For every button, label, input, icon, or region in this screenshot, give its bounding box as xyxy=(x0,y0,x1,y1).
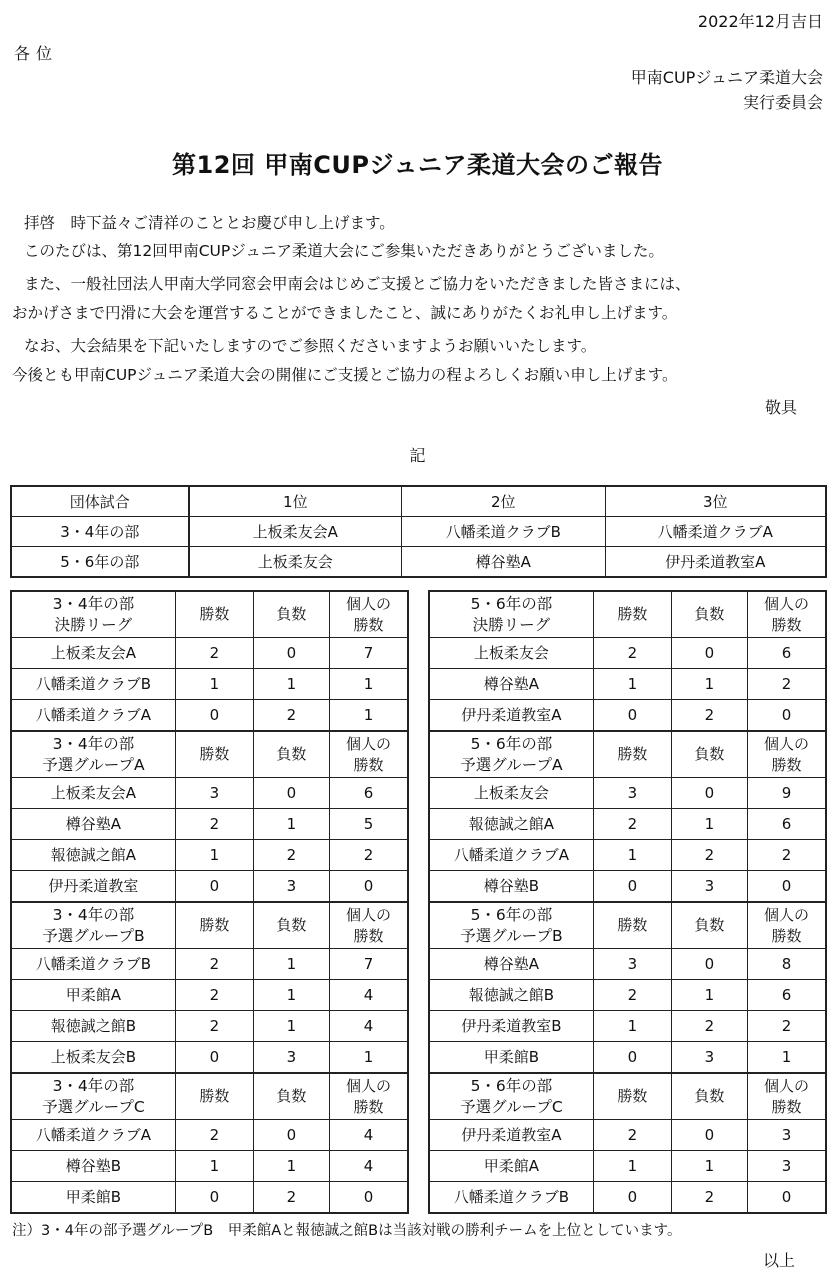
losses-header: 負数 xyxy=(671,731,747,778)
score-cell: 3 xyxy=(253,871,329,903)
individual-wins-label-1: 個人の xyxy=(345,734,391,753)
wins-header: 勝数 xyxy=(175,902,253,949)
score-cell: 0 xyxy=(747,1182,826,1214)
score-cell: 0 xyxy=(253,1120,329,1151)
score-cell: 2 xyxy=(593,638,671,669)
table-cell: 3・4年の部 xyxy=(11,517,189,547)
table-row xyxy=(429,1120,826,1151)
score-cell: 0 xyxy=(175,871,253,903)
group-grade: 3・4年の部 xyxy=(52,1076,135,1095)
closing-ijou: 以上 xyxy=(762,1251,795,1270)
individual-wins-header xyxy=(329,731,408,778)
score-cell: 1 xyxy=(329,1042,408,1074)
score-cell: 3 xyxy=(747,1151,826,1182)
team-name-cell: 上板柔友会B xyxy=(11,1042,175,1074)
score-cell: 1 xyxy=(593,1011,671,1042)
team-name-cell: 八幡柔道クラブB xyxy=(11,669,175,700)
group-name-cell xyxy=(11,731,175,778)
team-name-cell: 樽谷塾A xyxy=(429,949,593,980)
individual-wins-label-2: 勝数 xyxy=(353,615,384,634)
group-grade: 5・6年の部 xyxy=(470,734,553,753)
score-cell: 7 xyxy=(329,638,408,669)
score-cell: 1 xyxy=(175,1151,253,1182)
score-cell: 1 xyxy=(329,700,408,732)
team-name-cell: 甲柔館A xyxy=(429,1151,593,1182)
score-cell: 1 xyxy=(175,669,253,700)
section-header-row xyxy=(11,591,408,638)
group-stage: 予選グループC xyxy=(460,1097,563,1116)
table-row xyxy=(429,1182,826,1214)
score-cell: 2 xyxy=(593,809,671,840)
table-cell: 上板柔友会A xyxy=(189,517,402,547)
score-cell: 0 xyxy=(671,1120,747,1151)
losses-header: 負数 xyxy=(253,1073,329,1120)
group-stage: 予選グループC xyxy=(42,1097,145,1116)
table-cell: 伊丹柔道教室A xyxy=(605,547,826,578)
individual-wins-header xyxy=(329,1073,408,1120)
table-header-cell: 3位 xyxy=(605,486,826,517)
individual-wins-label-1: 個人の xyxy=(763,1076,809,1095)
wins-header: 勝数 xyxy=(593,731,671,778)
table-row xyxy=(11,517,826,547)
score-cell: 2 xyxy=(175,638,253,669)
score-cell: 2 xyxy=(329,840,408,871)
score-cell: 0 xyxy=(671,778,747,809)
document-date: 2022年12月吉日 xyxy=(697,12,823,31)
score-cell: 1 xyxy=(671,669,747,700)
score-cell: 1 xyxy=(175,840,253,871)
group-stage: 決勝リーグ xyxy=(472,615,551,634)
score-cell: 1 xyxy=(747,1042,826,1074)
table-row xyxy=(429,949,826,980)
score-cell: 1 xyxy=(253,669,329,700)
individual-wins-label-2: 勝数 xyxy=(353,926,384,945)
paragraph-support-cont: おかげさまで円滑に大会を運営することができましたこと、誠にありがたくお礼申し上げます。 xyxy=(12,304,678,322)
individual-wins-header xyxy=(747,902,826,949)
team-name-cell: 上板柔友会 xyxy=(429,778,593,809)
score-cell: 0 xyxy=(593,1182,671,1214)
team-name-cell: 樽谷塾A xyxy=(11,809,175,840)
losses-header: 負数 xyxy=(671,902,747,949)
table-row xyxy=(11,1151,408,1182)
team-name-cell: 甲柔館B xyxy=(429,1042,593,1074)
score-cell: 2 xyxy=(175,809,253,840)
paragraph-results: なお、大会結果を下記いたしますのでご参照くださいますようお願いいたします。 xyxy=(24,337,597,355)
recipient: 各位 xyxy=(14,44,59,63)
individual-wins-label-2: 勝数 xyxy=(771,1097,802,1116)
score-cell: 2 xyxy=(747,840,826,871)
individual-wins-header xyxy=(329,902,408,949)
group-name-cell xyxy=(429,591,593,638)
paragraph-future: 今後とも甲南CUPジュニア柔道大会の開催にご支援とご協力の程よろしくお願い申し上げます。 xyxy=(12,366,678,384)
table-row xyxy=(429,1042,826,1074)
table-row xyxy=(11,871,408,903)
team-name-cell: 八幡柔道クラブB xyxy=(429,1182,593,1214)
section-header-row xyxy=(11,1073,408,1120)
table-row xyxy=(429,871,826,903)
table-row xyxy=(429,669,826,700)
score-cell: 6 xyxy=(747,638,826,669)
table-row xyxy=(429,980,826,1011)
score-cell: 2 xyxy=(747,1011,826,1042)
team-name-cell: 甲柔館A xyxy=(11,980,175,1011)
score-cell: 2 xyxy=(175,949,253,980)
score-cell: 1 xyxy=(253,809,329,840)
table-row xyxy=(11,980,408,1011)
table-row xyxy=(11,1120,408,1151)
score-cell: 0 xyxy=(329,1182,408,1214)
team-name-cell: 報徳誠之館B xyxy=(429,980,593,1011)
table-row xyxy=(429,778,826,809)
league-table-grade-5-6 xyxy=(428,590,827,1214)
score-cell: 8 xyxy=(747,949,826,980)
group-stage: 予選グループB xyxy=(42,926,145,945)
score-cell: 6 xyxy=(329,778,408,809)
score-cell: 2 xyxy=(253,700,329,732)
individual-wins-label-2: 勝数 xyxy=(353,1097,384,1116)
score-cell: 1 xyxy=(253,980,329,1011)
score-cell: 3 xyxy=(671,871,747,903)
section-header-row xyxy=(11,731,408,778)
score-cell: 1 xyxy=(253,949,329,980)
individual-wins-label-1: 個人の xyxy=(345,594,391,613)
score-cell: 1 xyxy=(593,1151,671,1182)
individual-wins-label-1: 個人の xyxy=(763,734,809,753)
individual-wins-label-1: 個人の xyxy=(345,1076,391,1095)
group-stage: 予選グループA xyxy=(460,755,563,774)
table-header-cell: 2位 xyxy=(402,486,605,517)
individual-wins-header xyxy=(329,591,408,638)
table-row xyxy=(11,1182,408,1214)
wins-header: 勝数 xyxy=(593,902,671,949)
score-cell: 0 xyxy=(329,871,408,903)
individual-wins-label-1: 個人の xyxy=(345,905,391,924)
individual-wins-label-1: 個人の xyxy=(763,905,809,924)
score-cell: 0 xyxy=(175,700,253,732)
team-name-cell: 報徳誠之館A xyxy=(429,809,593,840)
group-grade: 3・4年の部 xyxy=(52,905,135,924)
group-stage: 予選グループA xyxy=(42,755,145,774)
group-stage: 決勝リーグ xyxy=(54,615,133,634)
team-name-cell: 樽谷塾B xyxy=(429,871,593,903)
score-cell: 0 xyxy=(747,871,826,903)
individual-wins-label-2: 勝数 xyxy=(353,755,384,774)
individual-wins-header xyxy=(747,591,826,638)
league-table-grade-3-4 xyxy=(10,590,409,1214)
team-name-cell: 上板柔友会A xyxy=(11,778,175,809)
team-name-cell: 樽谷塾A xyxy=(429,669,593,700)
team-name-cell: 上板柔友会A xyxy=(11,638,175,669)
group-stage: 予選グループB xyxy=(460,926,563,945)
table-cell: 5・6年の部 xyxy=(11,547,189,578)
section-header-row xyxy=(429,591,826,638)
team-name-cell: 報徳誠之館B xyxy=(11,1011,175,1042)
score-cell: 6 xyxy=(747,980,826,1011)
score-cell: 4 xyxy=(329,1011,408,1042)
wins-header: 勝数 xyxy=(593,1073,671,1120)
group-name-cell xyxy=(429,731,593,778)
score-cell: 2 xyxy=(593,980,671,1011)
score-cell: 0 xyxy=(593,1042,671,1074)
table-cell: 八幡柔道クラブB xyxy=(402,517,605,547)
wins-header: 勝数 xyxy=(175,1073,253,1120)
section-header-row xyxy=(429,902,826,949)
team-name-cell: 八幡柔道クラブA xyxy=(11,1120,175,1151)
losses-header: 負数 xyxy=(671,1073,747,1120)
score-cell: 1 xyxy=(253,1011,329,1042)
score-cell: 0 xyxy=(593,700,671,732)
losses-header: 負数 xyxy=(253,731,329,778)
team-name-cell: 上板柔友会 xyxy=(429,638,593,669)
score-cell: 2 xyxy=(175,980,253,1011)
losses-header: 負数 xyxy=(671,591,747,638)
score-cell: 0 xyxy=(671,949,747,980)
score-cell: 9 xyxy=(747,778,826,809)
score-cell: 2 xyxy=(671,700,747,732)
wins-header: 勝数 xyxy=(175,591,253,638)
score-cell: 2 xyxy=(671,1011,747,1042)
score-cell: 1 xyxy=(329,669,408,700)
team-name-cell: 八幡柔道クラブB xyxy=(11,949,175,980)
score-cell: 0 xyxy=(253,638,329,669)
score-cell: 2 xyxy=(175,1011,253,1042)
team-name-cell: 伊丹柔道教室A xyxy=(429,700,593,732)
score-cell: 1 xyxy=(671,1151,747,1182)
score-cell: 3 xyxy=(593,778,671,809)
group-grade: 5・6年の部 xyxy=(470,594,553,613)
group-grade: 5・6年の部 xyxy=(470,905,553,924)
score-cell: 3 xyxy=(253,1042,329,1074)
paragraph-thanks: このたびは、第12回甲南CUPジュニア柔道大会にご参集いただきありがとうございました。 xyxy=(24,242,664,260)
score-cell: 2 xyxy=(593,1120,671,1151)
score-cell: 2 xyxy=(747,669,826,700)
table-cell: 上板柔友会 xyxy=(189,547,402,578)
group-name-cell xyxy=(11,1073,175,1120)
paragraph-support: また、一般社団法人甲南大学同窓会甲南会はじめご支援とご協力をいただきました皆さまには、 xyxy=(24,275,691,293)
score-cell: 3 xyxy=(593,949,671,980)
organizer-committee: 実行委員会 xyxy=(742,93,823,112)
individual-wins-label-1: 個人の xyxy=(763,594,809,613)
table-row xyxy=(11,547,826,578)
table-row xyxy=(11,700,408,732)
team-name-cell: 伊丹柔道教室A xyxy=(429,1120,593,1151)
score-cell: 2 xyxy=(253,840,329,871)
team-name-cell: 報徳誠之館A xyxy=(11,840,175,871)
table-row xyxy=(429,840,826,871)
score-cell: 0 xyxy=(253,778,329,809)
group-grade: 3・4年の部 xyxy=(52,734,135,753)
score-cell: 0 xyxy=(671,638,747,669)
score-cell: 1 xyxy=(593,669,671,700)
team-name-cell: 伊丹柔道教室 xyxy=(11,871,175,903)
closing-keigu: 敬具 xyxy=(764,398,797,417)
section-header-row xyxy=(429,731,826,778)
individual-wins-label-2: 勝数 xyxy=(771,615,802,634)
footnote: 注）3・4年の部予選グループB 甲柔館Aと報徳誠之館Bは当該対戦の勝利チームを上位としています。 xyxy=(12,1223,682,1239)
score-cell: 5 xyxy=(329,809,408,840)
table-row xyxy=(429,700,826,732)
score-cell: 2 xyxy=(175,1120,253,1151)
score-cell: 3 xyxy=(175,778,253,809)
score-cell: 7 xyxy=(329,949,408,980)
team-results-table xyxy=(10,485,827,578)
individual-wins-label-2: 勝数 xyxy=(771,926,802,945)
score-cell: 0 xyxy=(175,1042,253,1074)
group-name-cell xyxy=(11,591,175,638)
organizer-name: 甲南CUPジュニア柔道大会 xyxy=(630,68,823,87)
group-grade: 5・6年の部 xyxy=(470,1076,553,1095)
losses-header: 負数 xyxy=(253,902,329,949)
team-results-header xyxy=(11,486,826,517)
table-row xyxy=(11,778,408,809)
ki-marker: 記 xyxy=(409,446,426,465)
group-grade: 3・4年の部 xyxy=(52,594,135,613)
score-cell: 3 xyxy=(747,1120,826,1151)
table-row xyxy=(11,669,408,700)
score-cell: 0 xyxy=(747,700,826,732)
group-name-cell xyxy=(429,902,593,949)
table-row xyxy=(429,1011,826,1042)
wins-header: 勝数 xyxy=(175,731,253,778)
table-row xyxy=(11,1042,408,1074)
score-cell: 1 xyxy=(671,980,747,1011)
table-row xyxy=(11,638,408,669)
table-row xyxy=(11,949,408,980)
table-row xyxy=(429,1151,826,1182)
score-cell: 4 xyxy=(329,1151,408,1182)
individual-wins-label-2: 勝数 xyxy=(771,755,802,774)
score-cell: 2 xyxy=(671,1182,747,1214)
table-row xyxy=(429,809,826,840)
group-name-cell xyxy=(429,1073,593,1120)
table-header-cell: 団体試合 xyxy=(11,486,189,517)
team-name-cell: 八幡柔道クラブA xyxy=(429,840,593,871)
group-name-cell xyxy=(11,902,175,949)
table-cell: 八幡柔道クラブA xyxy=(605,517,826,547)
team-name-cell: 八幡柔道クラブA xyxy=(11,700,175,732)
score-cell: 6 xyxy=(747,809,826,840)
score-cell: 1 xyxy=(671,809,747,840)
score-cell: 3 xyxy=(671,1042,747,1074)
table-row xyxy=(429,638,826,669)
score-cell: 4 xyxy=(329,980,408,1011)
section-header-row xyxy=(429,1073,826,1120)
score-cell: 2 xyxy=(253,1182,329,1214)
losses-header: 負数 xyxy=(253,591,329,638)
individual-wins-header xyxy=(747,731,826,778)
table-row xyxy=(11,840,408,871)
document-title: 第12回 甲南CUPジュニア柔道大会のご報告 xyxy=(172,151,663,179)
table-row xyxy=(11,809,408,840)
individual-wins-header xyxy=(747,1073,826,1120)
team-name-cell: 甲柔館B xyxy=(11,1182,175,1214)
table-row xyxy=(11,1011,408,1042)
score-cell: 4 xyxy=(329,1120,408,1151)
team-name-cell: 樽谷塾B xyxy=(11,1151,175,1182)
paragraph-greeting: 拝啓 時下益々ご清祥のこととお慶び申し上げます。 xyxy=(24,214,395,232)
team-name-cell: 伊丹柔道教室B xyxy=(429,1011,593,1042)
table-cell: 樽谷塾A xyxy=(402,547,605,578)
table-header-cell: 1位 xyxy=(189,486,402,517)
score-cell: 1 xyxy=(253,1151,329,1182)
score-cell: 0 xyxy=(175,1182,253,1214)
score-cell: 1 xyxy=(593,840,671,871)
score-cell: 2 xyxy=(671,840,747,871)
wins-header: 勝数 xyxy=(593,591,671,638)
section-header-row xyxy=(11,902,408,949)
score-cell: 0 xyxy=(593,871,671,903)
